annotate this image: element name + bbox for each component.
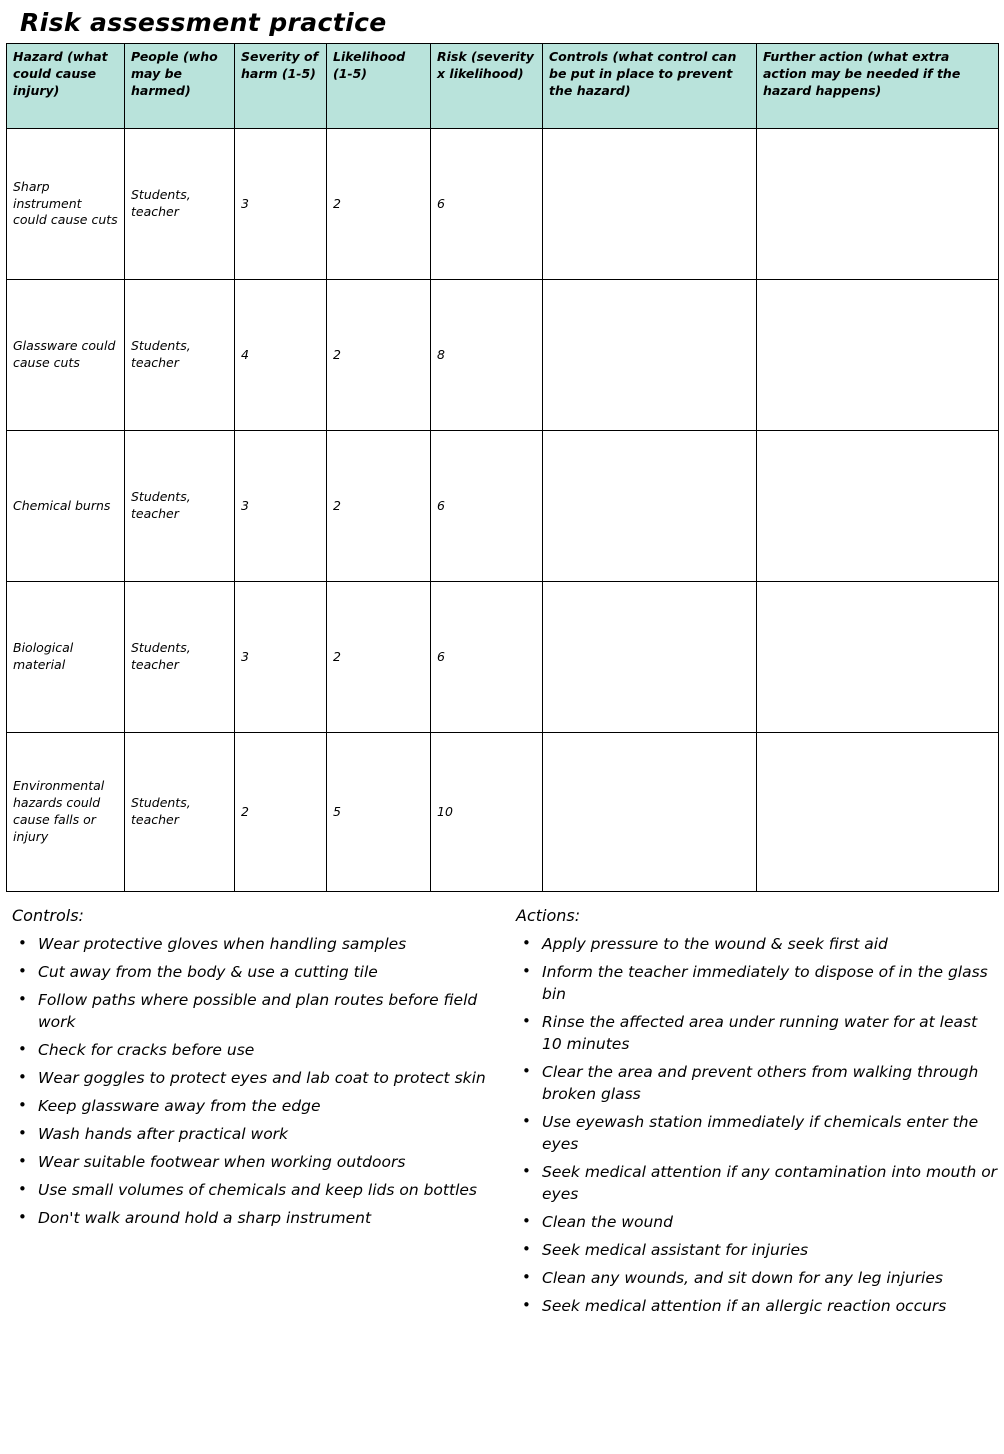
table-row bbox=[7, 733, 999, 892]
cell-severity: 4 bbox=[235, 280, 327, 431]
cell-severity: 3 bbox=[235, 129, 327, 280]
column-header-controls: Controls (what control can be put in place to prevent the hazard) bbox=[543, 44, 757, 129]
cell-controls[interactable] bbox=[543, 129, 757, 280]
cell-further-action[interactable] bbox=[757, 582, 999, 733]
list-item: • Use small volumes of chemicals and keep lids on bottles bbox=[6, 1179, 502, 1201]
column-header-likelihood: Likelihood (1-5) bbox=[327, 44, 431, 129]
list-item: • Inform the teacher immediately to dispose of in the glass bin bbox=[510, 961, 998, 1005]
list-item: • Clear the area and prevent others from walking through broken glass bbox=[510, 1061, 998, 1105]
cell-hazard: Biological material bbox=[7, 582, 125, 733]
document-page bbox=[0, 8, 1004, 1454]
column-header-further-action: Further action (what extra action may be needed if the hazard happens) bbox=[757, 44, 999, 129]
cell-people: Students, teacher bbox=[125, 582, 235, 733]
cell-hazard: Chemical burns bbox=[7, 431, 125, 582]
column-header-severity: Severity of harm (1-5) bbox=[235, 44, 327, 129]
actions-column bbox=[502, 906, 998, 1323]
list-item: • Apply pressure to the wound & seek first aid bbox=[510, 933, 998, 955]
cell-controls[interactable] bbox=[543, 280, 757, 431]
cell-people: Students, teacher bbox=[125, 280, 235, 431]
table-header-row bbox=[7, 44, 999, 129]
cell-likelihood: 2 bbox=[327, 280, 431, 431]
cell-likelihood: 2 bbox=[327, 582, 431, 733]
actions-list bbox=[510, 933, 998, 1317]
risk-assessment-table bbox=[6, 43, 999, 892]
list-item: • Rinse the affected area under running water for at least 10 minutes bbox=[510, 1011, 998, 1055]
cell-further-action[interactable] bbox=[757, 280, 999, 431]
list-item: • Wash hands after practical work bbox=[6, 1123, 502, 1145]
list-item: • Follow paths where possible and plan routes before field work bbox=[6, 989, 502, 1033]
table-row bbox=[7, 431, 999, 582]
cell-further-action[interactable] bbox=[757, 129, 999, 280]
notes-section bbox=[6, 906, 998, 1323]
column-header-hazard: Hazard (what could cause injury) bbox=[7, 44, 125, 129]
cell-controls[interactable] bbox=[543, 582, 757, 733]
page-title: Risk assessment practice bbox=[20, 8, 387, 37]
controls-list bbox=[6, 933, 502, 1229]
cell-controls[interactable] bbox=[543, 431, 757, 582]
cell-people: Students, teacher bbox=[125, 129, 235, 280]
table-header bbox=[7, 44, 999, 129]
cell-hazard: Glassware could cause cuts bbox=[7, 280, 125, 431]
list-item: • Check for cracks before use bbox=[6, 1039, 502, 1061]
cell-likelihood: 2 bbox=[327, 129, 431, 280]
list-item: • Use eyewash station immediately if chemicals enter the eyes bbox=[510, 1111, 998, 1155]
cell-further-action[interactable] bbox=[757, 431, 999, 582]
list-item: • Wear protective gloves when handling samples bbox=[6, 933, 502, 955]
cell-controls[interactable] bbox=[543, 733, 757, 892]
cell-further-action[interactable] bbox=[757, 733, 999, 892]
cell-risk: 6 bbox=[431, 129, 543, 280]
list-item: • Cut away from the body & use a cutting tile bbox=[6, 961, 502, 983]
list-item: • Wear suitable footwear when working outdoors bbox=[6, 1151, 502, 1173]
cell-risk: 8 bbox=[431, 280, 543, 431]
cell-risk: 6 bbox=[431, 582, 543, 733]
column-header-risk: Risk (severity x likelihood) bbox=[431, 44, 543, 129]
list-item: • Keep glassware away from the edge bbox=[6, 1095, 502, 1117]
cell-likelihood: 2 bbox=[327, 431, 431, 582]
controls-heading: Controls: bbox=[12, 906, 84, 925]
table-row bbox=[7, 280, 999, 431]
cell-severity: 3 bbox=[235, 431, 327, 582]
list-item: • Seek medical attention if an allergic reaction occurs bbox=[510, 1295, 998, 1317]
cell-risk: 10 bbox=[431, 733, 543, 892]
list-item: • Clean any wounds, and sit down for any leg injuries bbox=[510, 1267, 998, 1289]
table-row bbox=[7, 582, 999, 733]
list-item: • Seek medical assistant for injuries bbox=[510, 1239, 998, 1261]
actions-heading: Actions: bbox=[516, 906, 581, 925]
cell-hazard: Environmental hazards could cause falls or injury bbox=[7, 733, 125, 892]
cell-severity: 2 bbox=[235, 733, 327, 892]
table-row bbox=[7, 129, 999, 280]
cell-severity: 3 bbox=[235, 582, 327, 733]
cell-risk: 6 bbox=[431, 431, 543, 582]
column-header-people: People (who may be harmed) bbox=[125, 44, 235, 129]
table-body bbox=[7, 129, 999, 892]
list-item: • Seek medical attention if any contamination into mouth or eyes bbox=[510, 1161, 998, 1205]
cell-people: Students, teacher bbox=[125, 431, 235, 582]
cell-likelihood: 5 bbox=[327, 733, 431, 892]
cell-people: Students, teacher bbox=[125, 733, 235, 892]
cell-hazard: Sharp instrument could cause cuts bbox=[7, 129, 125, 280]
list-item: • Clean the wound bbox=[510, 1211, 998, 1233]
list-item: • Don't walk around hold a sharp instrument bbox=[6, 1207, 502, 1229]
list-item: • Wear goggles to protect eyes and lab coat to protect skin bbox=[6, 1067, 502, 1089]
controls-column bbox=[6, 906, 502, 1323]
